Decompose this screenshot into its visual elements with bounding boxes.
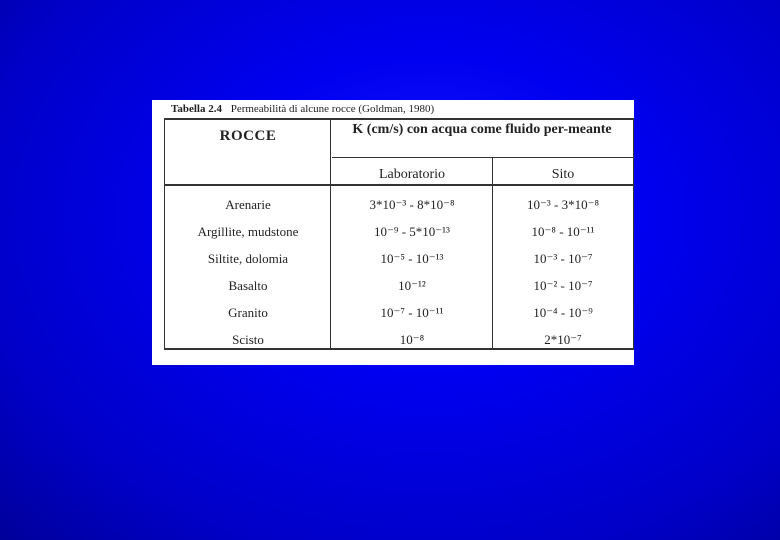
table-caption: [171, 103, 434, 115]
row-3-sito: 10⁻³ - 10⁻⁷: [533, 251, 593, 266]
caption-text: Permeabilità di alcune rocce (Goldman, 1980): [230, 103, 435, 115]
caption-number: Tabella 2.4: [171, 103, 222, 115]
row-6-rock: Scisto: [232, 332, 264, 347]
rule-subheader: [332, 157, 634, 158]
row-4-rock: Basalto: [228, 278, 268, 293]
scanned-table-image: [152, 100, 634, 365]
row-2-lab: 10⁻⁹ - 5*10⁻¹³: [374, 224, 450, 239]
row-6-lab: 10⁻⁸: [399, 332, 425, 347]
rule-top: [164, 118, 634, 120]
row-5-rock: Granito: [228, 305, 268, 320]
header-rocce: ROCCE: [219, 128, 277, 144]
rule-bottom: [164, 348, 634, 350]
row-4-sito: 10⁻² - 10⁻⁷: [533, 278, 593, 293]
rule-right: [633, 118, 634, 350]
rule-col2: [492, 157, 493, 350]
rule-header-bottom: [164, 184, 634, 186]
rule-left: [164, 118, 165, 350]
rule-col1: [330, 118, 331, 350]
header-laboratorio: Laboratorio: [378, 167, 446, 182]
row-6-sito: 2*10⁻⁷: [544, 332, 582, 347]
row-2-rock: Argillite, mudstone: [197, 224, 299, 239]
row-1-rock: Arenarie: [225, 197, 271, 212]
row-1-lab: 3*10⁻³ - 8*10⁻⁸: [369, 197, 455, 212]
row-3-lab: 10⁻⁵ - 10⁻¹³: [380, 251, 444, 266]
row-1-sito: 10⁻³ - 3*10⁻⁸: [527, 197, 599, 212]
header-sito: Sito: [551, 167, 575, 182]
row-4-lab: 10⁻¹²: [398, 278, 426, 293]
row-5-lab: 10⁻⁷ - 10⁻¹¹: [380, 305, 444, 320]
header-permeability: K (cm/s) con acqua come fluido per-meante: [352, 122, 612, 137]
row-2-sito: 10⁻⁸ - 10⁻¹¹: [531, 224, 595, 239]
row-5-sito: 10⁻⁴ - 10⁻⁹: [533, 305, 593, 320]
row-3-rock: Siltite, dolomia: [207, 251, 289, 266]
